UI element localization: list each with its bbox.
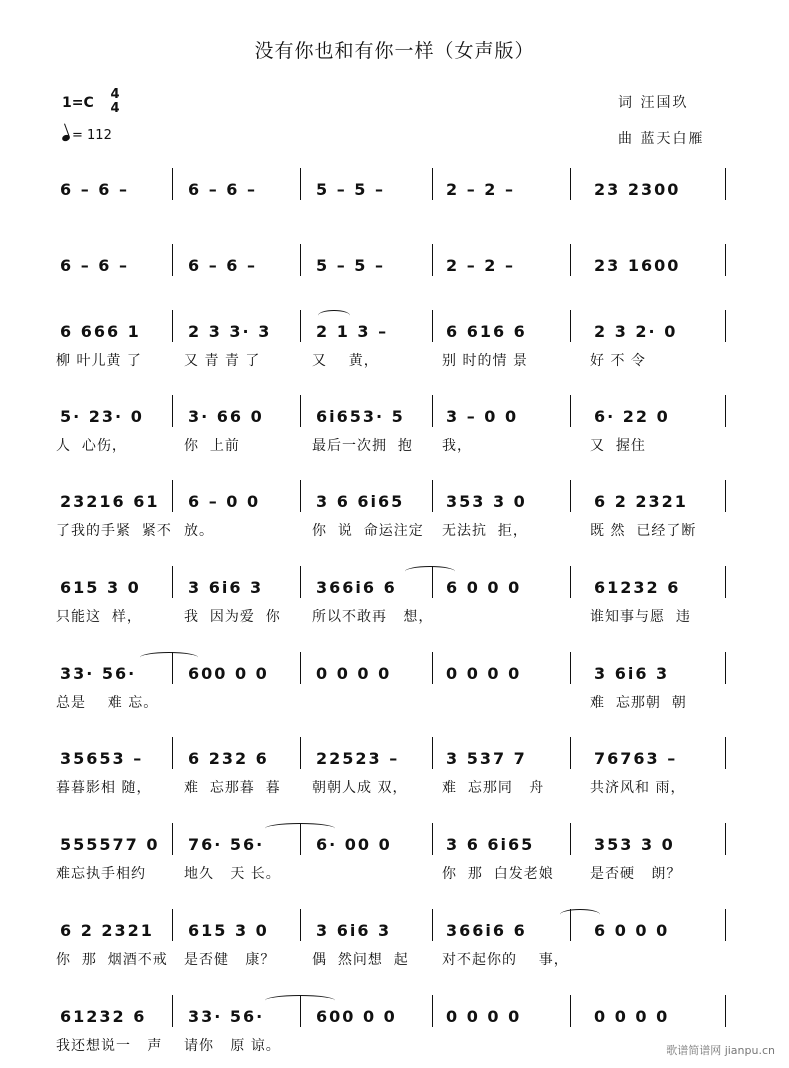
measure-notes: 6 0 0 0 <box>446 578 522 597</box>
lyric-text: 暮暮影相 随， <box>56 780 152 796</box>
barline <box>725 652 726 684</box>
lyric-text: 你 那 白发老娘 <box>442 866 554 882</box>
score-row <box>0 835 789 895</box>
barline <box>172 909 173 941</box>
barline <box>172 737 173 769</box>
measure-notes: 6 2 2321 <box>594 492 688 511</box>
barline <box>432 737 433 769</box>
tie-arc <box>318 310 350 321</box>
barline <box>570 995 571 1027</box>
barline <box>172 995 173 1027</box>
measure-notes: 555577 0 <box>60 835 160 854</box>
tempo-marking <box>62 128 112 143</box>
lyric-text: 我还想说一 声 <box>56 1038 163 1054</box>
measure-notes: 6 232 6 <box>188 749 269 768</box>
measure-notes: 6i653· 5 <box>316 407 405 426</box>
measure-notes: 5 – 5 – <box>316 256 385 275</box>
barline <box>432 909 433 941</box>
barline <box>725 168 726 200</box>
measure-notes: 6 – 6 – <box>188 256 257 275</box>
barline <box>725 737 726 769</box>
lyric-text: 了我的手紧 紧不 <box>56 523 172 539</box>
lyric-text: 是否硬 朗？ <box>590 866 682 882</box>
lyric-text: 偶 然问想 起 <box>312 952 409 968</box>
score-row <box>0 322 789 382</box>
time-signature-bottom: 4 <box>110 101 120 116</box>
barline <box>570 737 571 769</box>
barline <box>172 566 173 598</box>
score-row <box>0 407 789 467</box>
score-row <box>0 1007 789 1067</box>
measure-notes: 6 2 2321 <box>60 921 154 940</box>
lyric-text: 人 心伤， <box>56 438 127 454</box>
measure-notes: 3 537 7 <box>446 749 527 768</box>
measure-notes: 3 6i6 3 <box>188 578 264 597</box>
barline <box>725 480 726 512</box>
measure-notes: 61232 6 <box>60 1007 147 1026</box>
barline <box>432 244 433 276</box>
lyric-text: 柳 叶儿黄 了 <box>56 353 142 369</box>
measure-notes: 23 1600 <box>594 256 681 275</box>
barline <box>172 244 173 276</box>
lyric-text: 朝朝人成 双， <box>312 780 408 796</box>
score-row <box>0 749 789 809</box>
score-row <box>0 664 789 724</box>
measure-notes: 6· 00 0 <box>316 835 392 854</box>
lyric-text: 地久 天 长。 <box>184 866 281 882</box>
measure-notes: 0 0 0 0 <box>316 664 392 683</box>
barline <box>570 244 571 276</box>
score-row <box>0 180 789 240</box>
measure-notes: 353 3 0 <box>446 492 527 511</box>
barline <box>172 310 173 342</box>
barline <box>570 310 571 342</box>
lyric-text: 对不起你的 事， <box>442 952 569 968</box>
lyric-text: 请你 原 谅。 <box>184 1038 281 1054</box>
lyric-text: 我 因为爱 你 <box>184 609 281 625</box>
lyric-text: 好 不 令 <box>590 353 646 369</box>
lyric-text: 你 说 命运注定 <box>312 523 424 539</box>
measure-notes: 35653 – <box>60 749 144 768</box>
measure-notes: 3 6i6 3 <box>316 921 392 940</box>
measure-notes: 600 0 0 <box>316 1007 397 1026</box>
lyricist-credit: 词 汪国玖 <box>618 95 689 111</box>
measure-notes: 0 0 0 0 <box>594 1007 670 1026</box>
tie-arc <box>560 909 600 920</box>
measure-notes: 0 0 0 0 <box>446 664 522 683</box>
composer-credit: 曲 蓝天白雁 <box>618 131 705 147</box>
tie-arc <box>405 566 455 577</box>
barline <box>570 168 571 200</box>
measure-notes: 6 – 6 – <box>188 180 257 199</box>
barline <box>725 566 726 598</box>
lyric-text: 难 忘那暮 暮 <box>184 780 281 796</box>
time-signature-top: 4 <box>110 87 120 102</box>
measure-notes: 2 3 3· 3 <box>188 322 272 341</box>
measure-notes: 600 0 0 <box>188 664 269 683</box>
measure-notes: 3 6 6i65 <box>316 492 405 511</box>
measure-notes: 5 – 5 – <box>316 180 385 199</box>
lyric-text: 难忘执手相约 <box>56 866 146 882</box>
score-row <box>0 256 789 316</box>
barline <box>570 823 571 855</box>
barline <box>725 244 726 276</box>
lyric-text: 又 黄， <box>312 353 379 369</box>
measure-notes: 6· 22 0 <box>594 407 670 426</box>
lyric-text: 难 忘那同 舟 <box>442 780 545 796</box>
measure-notes: 6 – 6 – <box>60 256 129 275</box>
lyric-text: 是否健 康？ <box>184 952 276 968</box>
barline <box>432 168 433 200</box>
lyric-text: 又 握住 <box>590 438 646 454</box>
barline <box>432 395 433 427</box>
barline <box>570 652 571 684</box>
barline <box>432 823 433 855</box>
measure-notes: 6 666 1 <box>60 322 141 341</box>
barline <box>570 395 571 427</box>
barline <box>300 909 301 941</box>
barline <box>725 909 726 941</box>
lyric-text: 无法抗 拒， <box>442 523 528 539</box>
time-signature <box>108 88 122 116</box>
barline <box>432 310 433 342</box>
measure-notes: 615 3 0 <box>188 921 269 940</box>
measure-notes: 2 3 2· 0 <box>594 322 678 341</box>
measure-notes: 23216 61 <box>60 492 160 511</box>
measure-notes: 76· 56· <box>188 835 265 854</box>
lyric-text: 共济风和 雨， <box>590 780 686 796</box>
quarter-note-icon <box>61 134 71 142</box>
tie-arc <box>265 823 335 834</box>
measure-notes: 366i6 6 <box>446 921 527 940</box>
measure-notes: 61232 6 <box>594 578 681 597</box>
measure-notes: 6 0 0 0 <box>594 921 670 940</box>
lyric-text: 你 上前 <box>184 438 240 454</box>
barline <box>172 480 173 512</box>
lyric-text: 我， <box>442 438 472 454</box>
barline <box>300 168 301 200</box>
lyric-text: 既 然 已经了断 <box>590 523 697 539</box>
barline <box>300 652 301 684</box>
measure-notes: 6 – 6 – <box>60 180 129 199</box>
lyric-text: 别 时的情 景 <box>442 353 528 369</box>
song-title: 没有你也和有你一样（女声版） <box>254 40 535 62</box>
barline <box>300 737 301 769</box>
measure-notes: 3· 66 0 <box>188 407 264 426</box>
key-signature: 1=C <box>62 95 94 111</box>
barline <box>300 566 301 598</box>
barline <box>172 823 173 855</box>
measure-notes: 22523 – <box>316 749 400 768</box>
measure-notes: 76763 – <box>594 749 678 768</box>
lyric-text: 只能这 样， <box>56 609 142 625</box>
measure-notes: 3 6i6 3 <box>594 664 670 683</box>
tempo-value: = 112 <box>72 128 112 143</box>
measure-notes: 2 – 2 – <box>446 180 515 199</box>
barline <box>300 244 301 276</box>
barline <box>172 168 173 200</box>
lyric-text: 你 那 烟酒不戒 <box>56 952 168 968</box>
measure-notes: 33· 56· <box>188 1007 265 1026</box>
tie-arc <box>265 995 335 1006</box>
barline <box>432 480 433 512</box>
measure-notes: 5· 23· 0 <box>60 407 144 426</box>
score-row <box>0 921 789 981</box>
measure-notes: 615 3 0 <box>60 578 141 597</box>
barline <box>300 395 301 427</box>
measure-notes: 6 – 0 0 <box>188 492 261 511</box>
barline <box>725 995 726 1027</box>
barline <box>300 310 301 342</box>
measure-notes: 3 – 0 0 <box>446 407 519 426</box>
barline <box>432 652 433 684</box>
lyric-text: 又 青 青 了 <box>184 353 261 369</box>
lyric-text: 最后一次拥 抱 <box>312 438 413 454</box>
barline <box>570 566 571 598</box>
lyric-text: 谁知事与愿 违 <box>590 609 691 625</box>
barline <box>725 310 726 342</box>
barline <box>725 395 726 427</box>
measure-notes: 0 0 0 0 <box>446 1007 522 1026</box>
tie-arc <box>140 652 198 663</box>
barline <box>172 395 173 427</box>
measure-notes: 366i6 6 <box>316 578 397 597</box>
measure-notes: 2 – 2 – <box>446 256 515 275</box>
barline <box>725 823 726 855</box>
measure-notes: 23 2300 <box>594 180 681 199</box>
watermark: 歌谱简谱网 jianpu.cn <box>666 1044 775 1057</box>
measure-notes: 3 6 6i65 <box>446 835 535 854</box>
barline <box>432 995 433 1027</box>
score-row <box>0 578 789 638</box>
measure-notes: 6 616 6 <box>446 322 527 341</box>
lyric-text: 放。 <box>184 523 214 539</box>
lyric-text: 难 忘那朝 朝 <box>590 695 687 711</box>
barline <box>300 480 301 512</box>
measure-notes: 2 1 3 – <box>316 322 389 341</box>
measure-notes: 33· 56· <box>60 664 137 683</box>
barline <box>570 480 571 512</box>
lyric-text: 所以不敢再 想， <box>312 609 434 625</box>
score-row <box>0 492 789 552</box>
measure-notes: 353 3 0 <box>594 835 675 854</box>
lyric-text: 总是 难 忘。 <box>56 695 159 711</box>
